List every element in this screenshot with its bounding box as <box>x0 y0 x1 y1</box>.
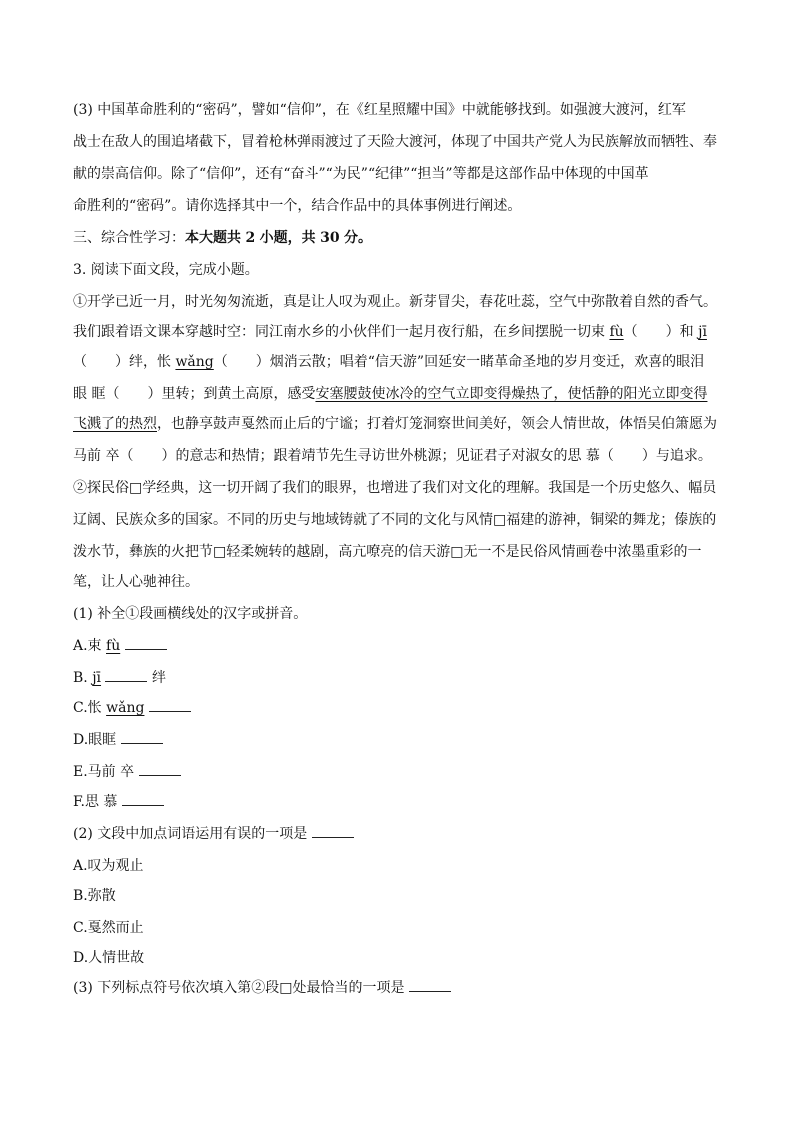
option-d <box>73 730 733 750</box>
choice-d: D.人情世故 <box>73 950 145 966</box>
underlined-sentence-end: 飞溅了的热烈 <box>73 416 157 432</box>
passage-1-line-4 <box>73 384 733 404</box>
pinyin-fu: fù <box>609 324 624 340</box>
section-3-num-1: 2 <box>245 230 256 246</box>
passage-1-line-2 <box>73 322 733 342</box>
passage-1-text: （ ）烟消云散；唱着“信天游”回延安一睹革命圣地的岁月变迁，欢喜的眼泪 <box>213 354 705 370</box>
sub-question-2 <box>73 824 733 844</box>
section-3-bold-2: 小题，共 <box>259 230 316 246</box>
option-f-label: F.思 慕 <box>73 794 118 810</box>
passage-1-text: 眼 眶（ ）里转；到黄土高原，感受 <box>73 386 316 402</box>
option-b-suffix: 绊 <box>151 670 166 686</box>
passage-1-text: 我们跟着语文课本穿越时空：同江南水乡的小伙伴们一起月夜行船，在乡间摆脱一切束 <box>73 324 605 340</box>
q3-prev-line-2: 战士在敌人的围追堵截下，冒着枪林弹雨渡过了天险大渡河，体现了中国共产党人为民族解放而牺牲、奉 <box>73 134 717 150</box>
passage-2-line-4: 笔，让人心驰神往。 <box>73 574 199 590</box>
passage-1-text: ，也静享鼓声戛然而止后的宁谧；打着灯笼洞察世间美好，领会人情世故，体悟吴伯箫愿为 <box>157 416 717 432</box>
option-b-label: B. <box>73 670 88 686</box>
sub-question-3-text: (3) 下列标点符号依次填入第②段□处最恰当的一项是 <box>73 980 405 996</box>
q3-prev-line-3: 献的崇高信仰。除了“信仰”，还有“奋斗”“为民”“纪律”“担当”等都是这部作品中体现的中国革 <box>73 166 649 182</box>
passage-2-line-1: ②探民俗□学经典，这一切开阔了我们的眼界，也增进了我们对文化的理解。我国是一个历史悠久、幅员 <box>73 480 717 496</box>
sub-question-3 <box>73 978 733 998</box>
sub-question-1: (1) 补全①段画横线处的汉字或拼音。 <box>73 606 308 622</box>
section-3-bold-1: 本大题共 <box>185 230 241 246</box>
passage-1-text: （ ）绊，怅 <box>73 354 171 370</box>
option-d-label: D.眼眶 <box>73 732 117 748</box>
option-a-pinyin: fù <box>106 638 121 654</box>
answer-blank[interactable] <box>122 793 164 806</box>
q3-prev-line-4: 命胜利的“密码”。请你选择其中一个，结合作品中的具体事例进行阐述。 <box>73 198 522 214</box>
option-c-label: C.怅 <box>73 700 102 716</box>
passage-1-line-5 <box>73 414 733 434</box>
passage-1-text: （ ）和 <box>623 324 694 340</box>
answer-blank[interactable] <box>105 669 147 682</box>
option-c-pinyin: wǎng <box>106 700 145 716</box>
option-a <box>73 636 733 656</box>
answer-blank[interactable] <box>121 731 163 744</box>
option-b <box>73 668 733 688</box>
option-e-label: E.马前 卒 <box>73 764 135 780</box>
choice-a: A.叹为观止 <box>73 858 144 874</box>
section-3-heading <box>73 228 733 248</box>
option-f <box>73 792 733 812</box>
answer-blank[interactable] <box>149 699 191 712</box>
choice-c: C.戛然而止 <box>73 920 144 936</box>
answer-blank[interactable] <box>125 637 167 650</box>
underlined-sentence: 安塞腰鼓使冰冷的空气立即变得燥热了，使恬静的阳光立即变得 <box>315 386 708 402</box>
passage-1-line-1: ①开学已近一月，时光匆匆流逝，真是让人叹为观止。新芽冒尖，春花吐蕊，空气中弥散着自然的香气。 <box>73 294 717 310</box>
passage-1-line-6: 马前 卒（ ）的意志和热情；跟着靖节先生寻访世外桃源；见证君子对淑女的思 慕（ ）与追求。 <box>73 448 712 464</box>
answer-blank[interactable] <box>139 763 181 776</box>
answer-blank[interactable] <box>312 825 354 838</box>
section-3-num-2: 30 <box>320 230 340 246</box>
option-e <box>73 762 733 782</box>
pinyin-ji: jī <box>698 324 707 340</box>
pinyin-wang: wǎng <box>175 354 214 370</box>
question-3-intro: 3. 阅读下面文段，完成小题。 <box>73 262 259 278</box>
choice-b: B.弥散 <box>73 888 116 904</box>
sub-question-2-text: (2) 文段中加点词语运用有误的一项是 <box>73 826 308 842</box>
answer-blank[interactable] <box>409 979 451 992</box>
section-3-bold-3: 分。 <box>344 230 373 246</box>
q3-prev-line-1: (3) 中国革命胜利的“密码”，譬如“信仰”，在《红星照耀中国》中就能够找到。如强渡大渡河，红军 <box>73 102 686 118</box>
passage-1-line-3 <box>73 352 733 372</box>
option-a-label: A.束 <box>73 638 102 654</box>
option-c <box>73 698 733 718</box>
passage-2-line-2: 辽阔、民族众多的国家。不同的历史与地域铸就了不同的文化与风情□福建的游神，铜梁的舞龙；傣族的 <box>73 512 717 528</box>
option-b-pinyin: jī <box>92 670 102 686</box>
passage-2-line-3: 泼水节，彝族的火把节□轻柔婉转的越剧，高亢嘹亮的信天游□无一不是民俗风情画卷中浓墨重彩的一 <box>73 544 702 560</box>
section-3-prefix: 三、综合性学习： <box>73 230 185 246</box>
